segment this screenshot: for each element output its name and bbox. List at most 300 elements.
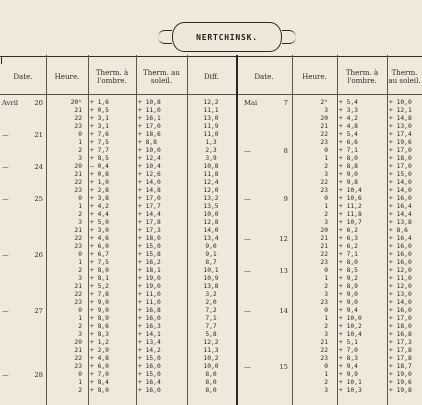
left-difference-cell: 10,0 <box>203 211 219 218</box>
left-hour-cell: 0 <box>78 307 82 314</box>
left-month-cell: — <box>2 307 9 315</box>
right-hour-cell: 0 <box>324 147 328 154</box>
left-difference-cell: 11,3 <box>203 347 219 354</box>
right-sun-temperature-cell: + 8,6 <box>389 227 408 234</box>
left-sun-temperature-cell: + 17,0 <box>138 195 161 202</box>
right-sun-temperature-cell: + 14,0 <box>389 187 412 194</box>
left-shade-divider <box>136 55 137 405</box>
left-difference-cell: 7,7 <box>205 323 217 330</box>
left-sun-temperature-cell: + 14,1 <box>138 331 161 338</box>
left-shade-temperature-cell: + 7,7 <box>90 147 109 154</box>
right-day-cell: 8 <box>283 147 288 155</box>
left-shade-temperature-cell: + 6,7 <box>90 251 109 258</box>
right-sun-temperature-cell: + 12,1 <box>389 107 412 114</box>
left-difference-cell: 7,1 <box>205 315 217 322</box>
left-difference-cell: 12,8 <box>203 219 219 226</box>
left-difference-cell: 13,8 <box>203 283 219 290</box>
right-shade-temperature-cell: + 3,3 <box>339 107 358 114</box>
right-hour-cell: 21 <box>320 123 328 130</box>
right-sun-temp-header: Therm. au soleil. <box>388 68 421 85</box>
right-hour-cell: 20 <box>320 227 328 234</box>
left-difference-cell: 5,8 <box>205 331 217 338</box>
left-difference-cell: 12,2 <box>203 99 219 106</box>
left-difference-cell: 13,0 <box>203 115 219 122</box>
right-shade-temperature-cell: + 10,4 <box>339 187 362 194</box>
left-shade-temperature-cell: + 4,8 <box>90 355 109 362</box>
right-sun-temperature-cell: + 13,8 <box>389 219 412 226</box>
left-sun-temperature-cell: + 17,7 <box>138 203 161 210</box>
table-header-rule <box>0 94 422 95</box>
right-hour-cell: 23 <box>320 355 328 362</box>
left-shade-temperature-cell: + 1,0 <box>90 179 109 186</box>
left-hour-cell: 3 <box>78 331 82 338</box>
left-sun-temperature-cell: + 19,0 <box>138 275 161 282</box>
left-shade-temperature-cell: + 8,6 <box>90 323 109 330</box>
right-sun-temperature-cell: + 19,6 <box>389 379 412 386</box>
left-hour-cell: 23 <box>74 187 82 194</box>
right-shade-temperature-cell: + 6,2 <box>339 227 358 234</box>
right-shade-temperature-cell: + 11,2 <box>339 203 362 210</box>
left-sun-temperature-cell: + 16,8 <box>138 307 161 314</box>
left-sun-temperature-cell: + 15,0 <box>138 371 161 378</box>
left-shade-temperature-cell: — 0,4 <box>90 163 109 170</box>
left-hour-cell: 3 <box>78 275 82 282</box>
right-hour-divider <box>337 55 338 405</box>
left-shade-temperature-cell: + 4,4 <box>90 211 109 218</box>
right-hour-cell: 3 <box>324 331 328 338</box>
right-shade-temperature-cell: + 4,2 <box>339 115 358 122</box>
left-sun-temperature-cell: + 15,8 <box>138 251 161 258</box>
right-shade-temperature-cell: + 9,0 <box>339 291 358 298</box>
left-difference-cell: 3,9 <box>205 155 217 162</box>
right-shade-temperature-cell: + 7,0 <box>339 347 358 354</box>
left-month-cell: Avril <box>2 99 19 107</box>
left-hour-cell: 22 <box>74 235 82 242</box>
right-hour-cell: 1 <box>324 315 328 322</box>
left-sun-temperature-cell: + 11,0 <box>138 299 161 306</box>
left-date-header: Date. <box>13 72 33 81</box>
right-sun-temperature-cell: + 11,0 <box>389 275 412 282</box>
left-hour-cell: 21 <box>74 283 82 290</box>
right-sun-temperature-cell: + 16,0 <box>389 195 412 202</box>
left-difference-cell: 8,0 <box>205 379 217 386</box>
left-shade-temperature-cell: + 9,0 <box>90 307 109 314</box>
right-hour-cell: 23 <box>320 259 328 266</box>
left-shade-temperature-cell: + 8,0 <box>90 267 109 274</box>
left-hour-cell: 3 <box>78 155 82 162</box>
right-sun-temperature-cell: + 19,6 <box>389 139 412 146</box>
left-hour-cell: 21 <box>74 107 82 114</box>
page-center-divider <box>236 55 238 405</box>
right-sun-temperature-cell: + 17,0 <box>389 147 412 154</box>
right-shade-temperature-cell: + 8,9 <box>339 283 358 290</box>
right-sun-temperature-cell: + 18,7 <box>389 363 412 370</box>
left-difference-cell: 13,5 <box>203 203 219 210</box>
right-hour-cell: 22 <box>320 251 328 258</box>
right-day-cell: 7 <box>283 99 288 107</box>
left-difference-cell: 11,9 <box>203 123 219 130</box>
right-sun-temperature-cell: + 14,4 <box>389 211 412 218</box>
left-shade-temperature-cell: + 2,9 <box>90 347 109 354</box>
right-shade-temperature-cell: + 8,0 <box>339 259 358 266</box>
right-hour-cell: 21 <box>320 339 328 346</box>
left-day-cell: 20 <box>34 99 43 107</box>
left-sun-temperature-cell: + 13,4 <box>138 339 161 346</box>
left-date-divider <box>46 55 47 405</box>
right-month-cell: — <box>244 307 251 315</box>
right-shade-temperature-cell: + 8,0 <box>339 155 358 162</box>
left-sun-temperature-cell: + 18,0 <box>138 235 161 242</box>
right-shade-temperature-cell: + 6,2 <box>339 243 358 250</box>
left-shade-temperature-cell: + 8,0 <box>90 387 109 394</box>
left-shade-temperature-cell: + 8,3 <box>90 331 109 338</box>
left-sun-temperature-cell: + 12,4 <box>138 155 161 162</box>
right-hour-cell: 3 <box>324 387 328 394</box>
left-difference-cell: 8,7 <box>205 259 217 266</box>
left-hour-cell: 20 <box>74 339 82 346</box>
left-hour-cell: 23 <box>74 243 82 250</box>
left-hour-header: Heure. <box>54 72 80 81</box>
left-hour-divider <box>88 55 89 405</box>
left-hour-cell: 2 <box>78 211 82 218</box>
right-shade-temperature-cell: + 9,8 <box>339 179 358 186</box>
left-sun-temperature-cell: + 8,8 <box>138 139 157 146</box>
right-shade-temperature-cell: + 10,7 <box>339 219 362 226</box>
left-shade-temperature-cell: + 0,8 <box>90 171 109 178</box>
left-shade-temperature-cell: + 7,5 <box>90 259 109 266</box>
left-day-cell: 24 <box>34 163 43 171</box>
right-shade-temperature-cell: + 10,0 <box>339 315 362 322</box>
right-shade-temperature-cell: + 9,0 <box>339 171 358 178</box>
left-shade-temperature-cell: + 3,1 <box>90 123 109 130</box>
right-sun-temperature-cell: + 17,4 <box>389 131 412 138</box>
right-shade-temperature-cell: + 9,4 <box>339 363 358 370</box>
left-sun-temp-header: Therm. au soleil. <box>143 68 180 85</box>
right-day-cell: 9 <box>283 195 288 203</box>
right-day-cell: 13 <box>279 267 288 275</box>
right-sun-temperature-cell: + 17,8 <box>389 355 412 362</box>
right-shade-temperature-cell: + 4,8 <box>339 123 358 130</box>
right-sun-temperature-cell: + 16,0 <box>389 243 412 250</box>
right-hour-cell: 22 <box>320 179 328 186</box>
left-difference-cell: 1,3 <box>205 139 217 146</box>
station-title-banner <box>172 22 282 52</box>
right-shade-temperature-cell: + 10,1 <box>339 379 362 386</box>
right-hour-cell: 2ʰ <box>320 99 328 106</box>
right-shade-temperature-cell: + 9,4 <box>339 307 358 314</box>
left-sun-temperature-cell: + 11,0 <box>138 291 161 298</box>
right-hour-cell: 2 <box>324 283 328 290</box>
left-shade-temperature-cell: + 9,0 <box>90 299 109 306</box>
left-difference-cell: 12,2 <box>203 339 219 346</box>
right-hour-cell: 23 <box>320 187 328 194</box>
left-shade-temperature-cell: + 6,0 <box>90 363 109 370</box>
left-shade-temperature-cell: + 8,5 <box>90 155 109 162</box>
left-shade-temperature-cell: + 7,5 <box>90 139 109 146</box>
left-difference-cell: 9,0 <box>205 243 217 250</box>
right-sun-temperature-cell: + 16,0 <box>389 259 412 266</box>
left-day-cell: 21 <box>34 131 43 139</box>
left-difference-cell: 9,1 <box>205 251 217 258</box>
left-difference-cell: 14,0 <box>203 227 219 234</box>
right-hour-cell: 3 <box>324 219 328 226</box>
left-hour-cell: 21 <box>74 347 82 354</box>
right-shade-temperature-cell: + 6,6 <box>339 139 358 146</box>
right-sun-temperature-cell: + 17,8 <box>389 347 412 354</box>
left-shade-temperature-cell: + 3,1 <box>90 115 109 122</box>
right-shade-divider <box>387 55 388 405</box>
left-shade-temperature-cell: + 5,0 <box>90 219 109 226</box>
right-shade-temperature-cell: + 10,6 <box>339 195 362 202</box>
right-sun-temperature-cell: + 14,0 <box>389 179 412 186</box>
left-sun-temperature-cell: + 10,8 <box>138 99 161 106</box>
right-shade-temperature-cell: + 10,3 <box>339 387 362 394</box>
right-shade-temperature-cell: + 11,8 <box>339 211 362 218</box>
left-hour-cell: 0 <box>78 251 82 258</box>
left-hour-cell: 3 <box>78 219 82 226</box>
right-sun-temperature-cell: + 16,0 <box>389 251 412 258</box>
right-shade-temperature-cell: + 10,2 <box>339 323 362 330</box>
left-month-cell: — <box>2 251 9 259</box>
right-sun-temperature-cell: + 16,0 <box>389 307 412 314</box>
right-hour-cell: 0 <box>324 267 328 274</box>
left-difference-cell: 11,8 <box>203 171 219 178</box>
left-day-cell: 27 <box>34 307 43 315</box>
right-hour-cell: 2 <box>324 163 328 170</box>
left-difference-cell: 10,9 <box>203 275 219 282</box>
right-hour-cell: 21 <box>320 243 328 250</box>
left-shade-temperature-cell: + 7,6 <box>90 131 109 138</box>
right-day-cell: 15 <box>279 363 288 371</box>
right-shade-temperature-cell: + 8,3 <box>339 355 358 362</box>
left-difference-cell: 3,2 <box>205 291 217 298</box>
left-hour-cell: 1 <box>78 315 82 322</box>
left-hour-cell: 2 <box>78 323 82 330</box>
right-sun-temperature-cell: + 19,8 <box>389 387 412 394</box>
left-month-cell: — <box>2 131 9 139</box>
right-hour-cell: 21 <box>320 235 328 242</box>
right-shade-temperature-cell: + 5,4 <box>339 99 358 106</box>
right-hour-cell: 23 <box>320 299 328 306</box>
left-shade-temperature-cell: + 4,2 <box>90 203 109 210</box>
left-sun-temperature-cell: + 18,1 <box>138 267 161 274</box>
right-hour-header: Heure. <box>302 72 327 81</box>
right-day-cell: 14 <box>279 307 288 315</box>
left-sun-temperature-cell: + 14,4 <box>138 211 161 218</box>
left-hour-cell: 20ʰ <box>70 99 82 106</box>
left-difference-cell: 12,0 <box>203 187 219 194</box>
left-sun-temperature-cell: + 15,0 <box>138 355 161 362</box>
right-sun-temperature-cell: + 10,0 <box>389 99 412 106</box>
left-shade-temperature-cell: + 1,6 <box>90 99 109 106</box>
right-hour-cell: 3 <box>324 291 328 298</box>
left-sun-temperature-cell: + 19,0 <box>138 283 161 290</box>
left-day-cell: 25 <box>34 195 43 203</box>
left-difference-cell: 2,3 <box>205 147 217 154</box>
table-top-rule <box>0 56 422 57</box>
left-hour-cell: 22 <box>74 355 82 362</box>
left-hour-cell: 0 <box>78 371 82 378</box>
left-difference-cell: 13,4 <box>203 235 219 242</box>
right-hour-cell: 3 <box>324 171 328 178</box>
station-title: NERTCHINSK. <box>196 32 258 42</box>
right-shade-temperature-cell: + 8,8 <box>339 163 358 170</box>
left-sun-temperature-cell: + 18,6 <box>138 131 161 138</box>
left-difference-cell: 8,0 <box>205 371 217 378</box>
left-shade-temperature-cell: + 4,6 <box>90 235 109 242</box>
left-sun-temperature-cell: + 16,0 <box>138 363 161 370</box>
right-shade-temperature-cell: + 7,1 <box>339 251 358 258</box>
right-sun-temperature-cell: + 14,0 <box>389 299 412 306</box>
left-shade-temperature-cell: + 8,9 <box>90 315 109 322</box>
right-month-cell: — <box>244 363 251 371</box>
right-day-cell: 12 <box>279 235 288 243</box>
left-shade-temperature-cell: + 7,0 <box>90 371 109 378</box>
left-shade-temp-header: Therm. à l'ombre. <box>95 68 129 85</box>
right-sun-temperature-cell: + 17,3 <box>389 339 412 346</box>
left-hour-cell: 21 <box>74 171 82 178</box>
right-hour-cell: 1 <box>324 203 328 210</box>
left-difference-cell: 10,0 <box>203 363 219 370</box>
right-shade-temperature-cell: + 9,9 <box>339 371 358 378</box>
left-shade-temperature-cell: + 1,2 <box>90 339 109 346</box>
right-hour-cell: 3 <box>324 107 328 114</box>
left-shade-temperature-cell: + 8,4 <box>90 379 109 386</box>
left-month-cell: — <box>2 163 9 171</box>
right-hour-cell: 0 <box>324 307 328 314</box>
left-hour-cell: 22 <box>74 291 82 298</box>
right-hour-cell: 2 <box>324 211 328 218</box>
left-day-cell: 28 <box>34 371 43 379</box>
left-shade-temperature-cell: + 6,0 <box>90 243 109 250</box>
right-hour-cell: 0 <box>324 195 328 202</box>
right-sun-temperature-cell: + 17,0 <box>389 163 412 170</box>
left-sun-temperature-cell: + 15,0 <box>138 243 161 250</box>
left-shade-temperature-cell: + 8,1 <box>90 275 109 282</box>
right-sun-temperature-cell: + 12,0 <box>389 283 412 290</box>
left-sun-temperature-cell: + 10,0 <box>138 147 161 154</box>
right-sun-temperature-cell: + 18,0 <box>389 323 412 330</box>
left-sun-temperature-cell: + 17,0 <box>138 123 161 130</box>
right-month-cell: — <box>244 267 251 275</box>
right-shade-temperature-cell: + 5,4 <box>339 131 358 138</box>
right-date-header: Date. <box>254 72 274 81</box>
left-shade-temperature-cell: + 7,8 <box>90 291 109 298</box>
right-sun-temperature-cell: + 13,0 <box>389 291 412 298</box>
right-sun-temperature-cell: + 17,0 <box>389 315 412 322</box>
left-hour-cell: 22 <box>74 115 82 122</box>
right-hour-cell: 20 <box>320 115 328 122</box>
right-sun-temperature-cell: + 14,8 <box>389 115 412 122</box>
left-hour-cell: 0 <box>78 195 82 202</box>
left-shade-temperature-cell: + 3,8 <box>90 195 109 202</box>
left-difference-cell: 2,0 <box>205 299 217 306</box>
right-hour-cell: 22 <box>320 131 328 138</box>
left-hour-cell: 20 <box>74 163 82 170</box>
left-difference-cell: 10,2 <box>203 355 219 362</box>
left-difference-cell: 10,1 <box>203 267 219 274</box>
left-hour-cell: 2 <box>78 267 82 274</box>
left-hour-cell: 1 <box>78 139 82 146</box>
right-sun-temperature-cell: + 18,0 <box>389 155 412 162</box>
left-difference-cell: 10,8 <box>203 163 219 170</box>
left-sun-temperature-cell: + 16,0 <box>138 387 161 394</box>
left-difference-cell: 11,1 <box>203 107 219 114</box>
left-difference-cell: 12,4 <box>203 179 219 186</box>
left-sun-temperature-cell: + 12,6 <box>138 171 161 178</box>
left-hour-cell: 23 <box>74 123 82 130</box>
right-shade-temp-header: Therm. à l'ombre. <box>345 68 379 85</box>
left-sun-temperature-cell: + 14,0 <box>138 179 161 186</box>
left-hour-cell: 0 <box>78 131 82 138</box>
left-sun-temperature-cell: + 11,0 <box>138 107 161 114</box>
left-shade-temperature-cell: + 0,5 <box>90 107 109 114</box>
left-hour-cell: 1 <box>78 259 82 266</box>
right-shade-temperature-cell: + 8,5 <box>339 267 358 274</box>
right-hour-cell: 2 <box>324 323 328 330</box>
left-sun-temperature-cell: + 14,2 <box>138 347 161 354</box>
right-shade-temperature-cell: + 9,2 <box>339 275 358 282</box>
right-date-divider <box>292 55 293 405</box>
right-shade-temperature-cell: + 6,3 <box>339 235 358 242</box>
left-sun-temperature-cell: + 14,8 <box>138 187 161 194</box>
left-hour-cell: 2 <box>78 147 82 154</box>
right-hour-cell: 2 <box>324 379 328 386</box>
left-difference-cell: 11,0 <box>203 131 219 138</box>
right-hour-cell: 1 <box>324 275 328 282</box>
right-sun-temperature-cell: + 16,8 <box>389 331 412 338</box>
right-month-cell: Mai <box>244 99 258 107</box>
left-sun-temperature-cell: + 16,3 <box>138 323 161 330</box>
right-sun-temperature-cell: + 19,0 <box>389 371 412 378</box>
right-month-cell: — <box>244 195 251 203</box>
left-sun-temperature-cell: + 16,0 <box>138 315 161 322</box>
right-month-cell: — <box>244 147 251 155</box>
left-hour-cell: 21 <box>74 227 82 234</box>
right-sun-temperature-cell: + 13,0 <box>389 123 412 130</box>
left-sun-temperature-cell: + 17,8 <box>138 219 161 226</box>
right-hour-cell: 1 <box>324 371 328 378</box>
left-day-cell: 26 <box>34 251 43 259</box>
right-sun-temperature-cell: + 12,0 <box>389 267 412 274</box>
right-hour-cell: 23 <box>320 139 328 146</box>
right-shade-temperature-cell: + 9,0 <box>339 299 358 306</box>
left-sun-temperature-cell: + 17,3 <box>138 227 161 234</box>
right-hour-cell: 1 <box>324 155 328 162</box>
right-sun-temperature-cell: + 16,4 <box>389 235 412 242</box>
left-hour-cell: 1 <box>78 379 82 386</box>
left-month-cell: — <box>2 371 9 379</box>
left-sun-temperature-cell: + 16,1 <box>138 115 161 122</box>
left-hour-cell: 1 <box>78 203 82 210</box>
right-shade-temperature-cell: + 10,4 <box>339 331 362 338</box>
right-hour-cell: 22 <box>320 347 328 354</box>
left-month-cell: — <box>2 195 9 203</box>
right-month-cell: — <box>244 235 251 243</box>
left-difference-header: Diff. <box>204 72 219 81</box>
right-shade-temperature-cell: + 7,1 <box>339 147 358 154</box>
right-hour-cell: 0 <box>324 363 328 370</box>
right-sun-temperature-cell: + 15,0 <box>389 171 412 178</box>
left-hour-cell: 22 <box>74 179 82 186</box>
left-hour-cell: 23 <box>74 363 82 370</box>
right-sun-temperature-cell: + 16,4 <box>389 203 412 210</box>
left-sun-temperature-cell: + 16,4 <box>138 379 161 386</box>
left-sun-divider <box>187 55 188 405</box>
left-shade-temperature-cell: + 2,8 <box>90 187 109 194</box>
left-shade-temperature-cell: + 3,0 <box>90 227 109 234</box>
left-sun-temperature-cell: + 16,2 <box>138 259 161 266</box>
